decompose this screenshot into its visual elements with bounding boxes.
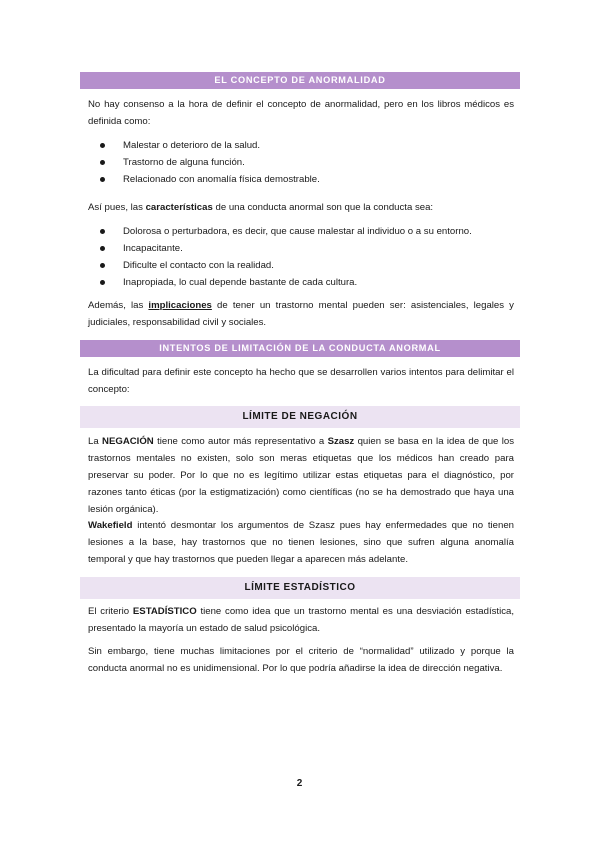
subsection-heading-negacion	[80, 406, 520, 428]
bullet-icon	[100, 246, 105, 251]
intentos-paragraph: La dificultad para definir este concepto ha hecho que se desarrollen varios intentos para delimitar el concepto:	[88, 367, 514, 395]
characteristics-paragraph: Así pues, las características de una conducta anormal son que la conducta sea:	[88, 202, 434, 213]
section-heading-anormalidad	[80, 72, 520, 89]
limitaciones-paragraph: Sin embargo, tiene muchas limitaciones por el criterio de “normalidad” utilizado y porque la conducta anormal no es unidimensional. Por lo que podría añadirse la idea de dirección negativa.	[88, 646, 514, 674]
implications-paragraph: Además, las implicaciones de tener un trastorno mental pueden ser: asistenciales, legales y judiciales, responsabilidad civil y sociales.	[88, 300, 514, 328]
subsection-heading-estadistico	[80, 577, 520, 599]
bullet-icon	[100, 280, 105, 285]
intro-paragraph: No hay consenso a la hora de definir el concepto de anormalidad, pero en los libros médicos es definida como:	[88, 99, 514, 127]
wakefield-paragraph: Wakefield intentó desmontar los argumentos de Szasz pues hay enfermedades que no tienen lesiones a la base, hay trastornos que no tienen lesiones, sino que sufren alguna anomalía temporal y que hay trastornos que pueden llegar a aparecen más adelante.	[88, 520, 514, 565]
bullet-icon	[100, 263, 105, 268]
bullet-icon	[100, 160, 105, 165]
subsection-title: LÍMITE DE NEGACIÓN	[242, 411, 358, 422]
section-heading-intentos	[80, 340, 520, 357]
subsection-title: LÍMITE ESTADÍSTICO	[244, 582, 356, 593]
bullet-icon	[100, 177, 105, 182]
negacion-paragraph: La NEGACIÓN tiene como autor más representativo a Szasz quien se basa en la idea de que los trastornos mentales no existen, solo son meras etiquetas que los médicos han creado para preservar su poder. Por lo que no es legítimo utilizar estas etiquetas para el diagnóstico, por razones tanto éticas (por la estigmatización) como científicas (no se ha demostrado que haya una lesión orgánica).	[88, 436, 514, 515]
bullet-icon	[100, 229, 105, 234]
section-title: EL CONCEPTO DE ANORMALIDAD	[214, 75, 386, 85]
bullet-icon	[100, 143, 105, 148]
page-number: 2	[296, 778, 303, 789]
estadistico-paragraph: El criterio ESTADÍSTICO tiene como idea que un trastorno mental es una desviación estadística, presentado la mayoría un estado de salud psicológica.	[88, 606, 514, 634]
section-title: INTENTOS DE LIMITACIÓN DE LA CONDUCTA ANORMAL	[159, 343, 441, 353]
